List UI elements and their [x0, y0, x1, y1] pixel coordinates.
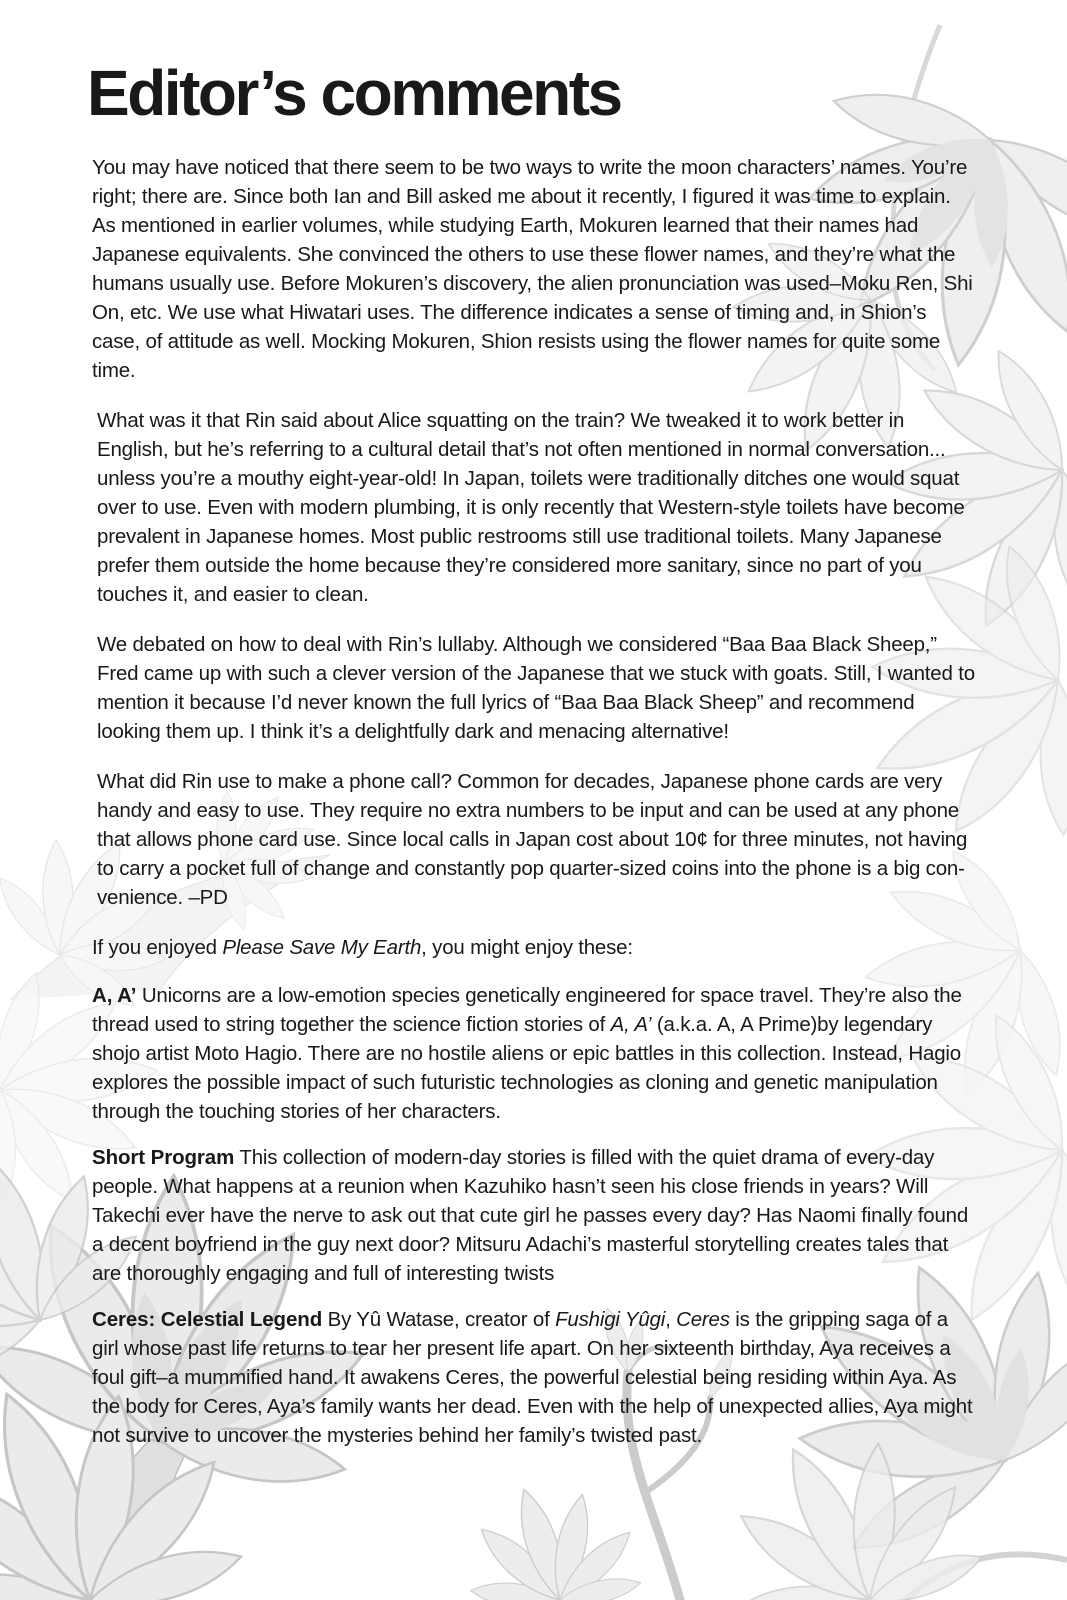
intro-book-title: Please Save My Earth: [222, 936, 422, 960]
recommendation-intro: [92, 933, 977, 962]
recommendation-inline-title: Ceres: [676, 1308, 730, 1332]
intro-suffix: , you might enjoy these:: [421, 936, 633, 960]
recommendation-text: ,: [665, 1308, 677, 1332]
page-title: Editor’s comments: [87, 57, 621, 129]
recommendation-a-a-prime: [92, 981, 977, 1126]
recommendation-text: This collection of modern-day stories is filled with the quiet drama of every-day people. What happens at a reunion when Kazuhiko hasn’t seen his close friends in years? Will Takechi ever have the nerve to ask out that cute girl he passes every day? Has Naomi finally found a decent boyfriend in the guy next door? Mitsuru Adachi’s masterful storytelling creates tales that are thoroughly engaging and full of interesting twists: [92, 1146, 969, 1286]
recommendation-text: Unicorns are a low-emotion species genetically engineered for space travel. They’re also the thread used to string together the science fiction stories of: [92, 984, 962, 1037]
recommendation-inline-title: A, A’: [610, 1013, 652, 1037]
editor-note-names: You may have noticed that there seem to be two ways to write the moon characters’ names. You’re right; there are. Since both Ian and Bill asked me about it recently, I figured it was time to explain. As mentioned in earlier volumes, while studying Earth, Mokuren learned that their names had Japanese equivalents. She convinced the others to use these flower names, and they’re what the humans usually use. Before Mokuren’s discovery, the alien pronunciation was used–Moku Ren, Shi On, etc. We use what Hiwatari uses. The difference indicates a sense of timing and, in Shion’s case, of attitude as well. Mocking Mokuren, Shion resists using the flower names for quite some time.: [92, 156, 973, 383]
recommendation-text: (a.k.a. A, A Prime)by legendary shojo artist Moto Hagio. There are no hostile aliens or epic battles in this collection. Instead, Hagio explores the possible impact of such futuristic technologies as cloning and genetic manipulation through the touching stories of her characters.: [92, 1013, 961, 1124]
recommendation-title: A, A’: [92, 984, 137, 1008]
editor-note-toilets: What was it that Rin said about Alice squatting on the train? We tweaked it to work better in English, but he’s referring to a cultural detail that’s not often mentioned in normal conversation... unless you’re a mouthy eight-year-old! In Japan, toilets were traditionally ditches one would squat over to use. Even with modern plumbing, it is only recently that Western-style toilets have become prevalent in Japanese homes. Most public restrooms still use traditional toilets. Many Japanese prefer them outside the home because they’re considered more sanitary, since no part of you touches it, and easier to clean.: [97, 409, 965, 607]
intro-prefix: If you enjoyed: [92, 936, 223, 960]
recommendation-inline-title: Fushigi Yûgi: [555, 1308, 666, 1332]
recommendation-text: By Yû Watase, creator of: [327, 1308, 556, 1332]
recommendation-title: Short Program: [92, 1146, 235, 1170]
recommendation-short-program: [92, 1143, 977, 1288]
editor-note-lullaby: We debated on how to deal with Rin’s lullaby. Although we considered “Baa Baa Black Sheep,” Fred came up with such a clever version of the Japanese that we stuck with goats. Still, I wanted to mention it because I’d never known the full lyrics of “Baa Baa Black Sheep” and recommend looking them up. I think it’s a delightfully dark and menacing alternative!: [97, 633, 975, 744]
recommendation-text: is the gripping saga of a girl whose past life returns to tear her present life apart. On her sixteenth birthday, Aya receives a foul gift–a mummified hand. It awakens Ceres, the powerful celestial being residing within Aya. As the body for Ceres, Aya’s family wants her dead. Even with the help of unexpected allies, Aya might not survive to uncover the mysteries behind her family’s twisted past.: [92, 1308, 973, 1448]
editor-note-phone-cards: What did Rin use to make a phone call? Common for decades, Japanese phone cards are very handy and easy to use. They require no extra numbers to be input and can be used at any phone that allows phone card use. Since local calls in Japan cost about 10¢ for three minutes, not having to carry a pocket full of change and constantly pop quarter-sized coins into the phone is a big con-venience. –PD: [97, 770, 968, 910]
recommendation-ceres: [92, 1305, 977, 1450]
recommendation-title: Ceres: Celestial Legend: [92, 1308, 323, 1332]
